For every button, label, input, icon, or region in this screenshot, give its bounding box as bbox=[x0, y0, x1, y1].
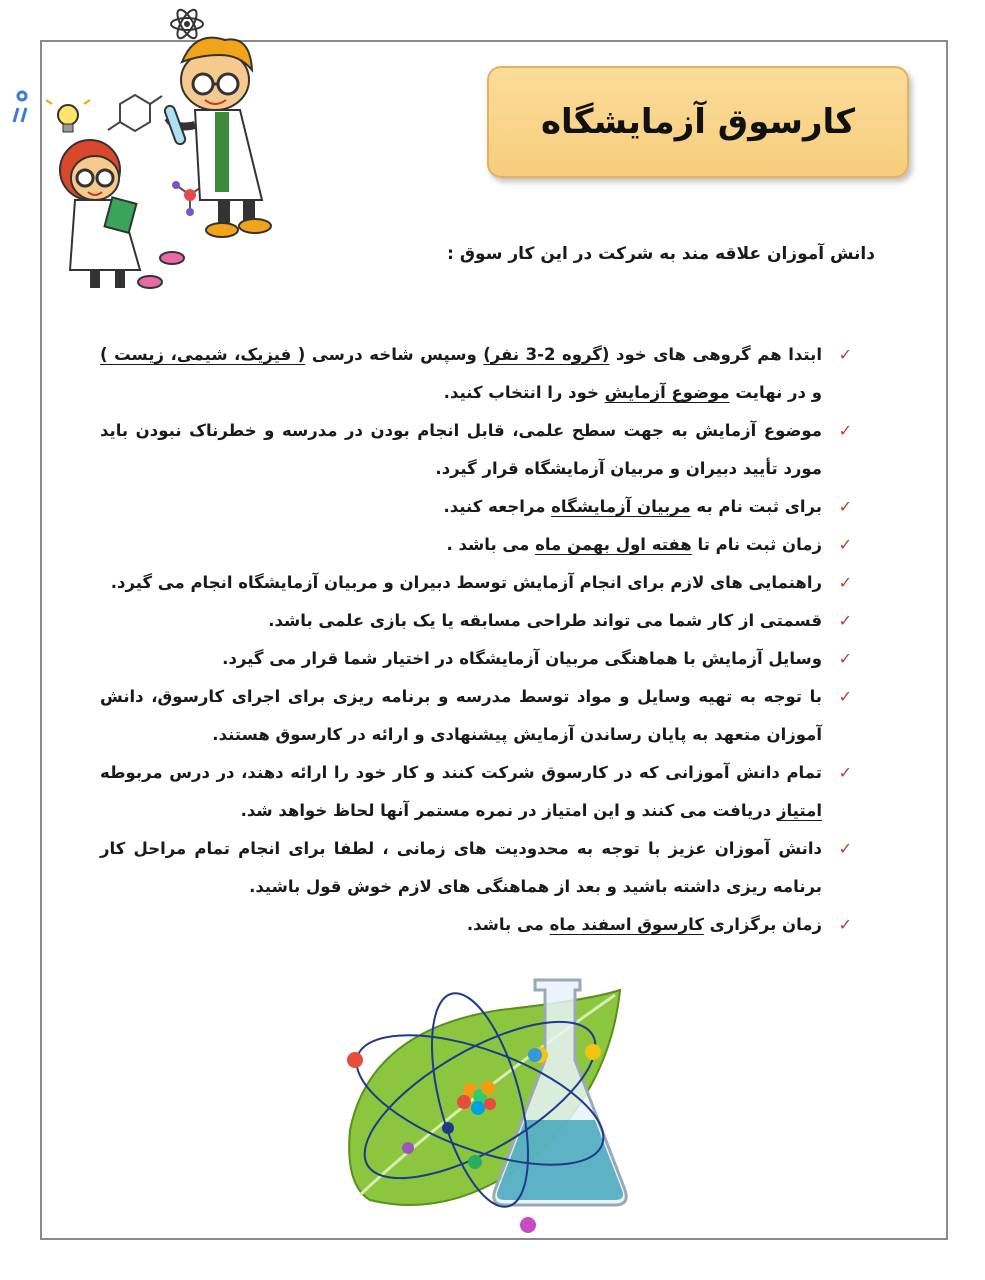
list-item-text: زمان ثبت نام تا bbox=[691, 535, 822, 554]
list-item-text: و در نهایت bbox=[729, 383, 822, 402]
underlined-text: مربیان آزمایشگاه bbox=[551, 497, 691, 516]
list-item-text: قسمتی از کار شما می تواند طراحی مسابقه یا یک بازی علمی باشد. bbox=[268, 611, 822, 630]
list-item-text: می باشد. bbox=[466, 915, 550, 934]
kid-scientists-illustration bbox=[0, 0, 330, 310]
checkmark-icon: ✓ bbox=[838, 839, 852, 858]
checkmark-icon: ✓ bbox=[838, 535, 852, 554]
list-item-text: با توجه به تهیه وسایل و مواد توسط مدرسه و برنامه ریزی برای اجرای کارسوق، دانش آموزان متعهد به پایان رساندن آزمایش پیشنهادی و ارائه در کارسوق هستند. bbox=[100, 687, 822, 744]
list-item-text: راهنمایی های لازم برای انجام آزمایش توسط دبیران و مربیان آزمایشگاه انجام می گیرد. bbox=[110, 573, 822, 592]
list-item bbox=[100, 754, 852, 830]
list-item-text: موضوع آزمایش به جهت سطح علمی، قابل انجام بودن در مدرسه و خطرناک نبودن باید مورد تأیید دبیران و مربیان آزمایشگاه قرار گیرد. bbox=[100, 421, 822, 478]
checkmark-icon: ✓ bbox=[838, 915, 852, 934]
checkmark-icon: ✓ bbox=[838, 649, 852, 668]
molecule-hexagon-icon bbox=[108, 95, 162, 131]
list-item-text: وسپس شاخه درسی bbox=[305, 345, 484, 364]
intro-text: دانش آموزان علاقه مند به شرکت در این کار سوق : bbox=[447, 244, 875, 264]
requirements-list bbox=[100, 336, 852, 944]
lightbulb-icon bbox=[46, 100, 90, 132]
checkmark-icon: ✓ bbox=[838, 763, 852, 782]
list-item bbox=[100, 830, 852, 906]
list-item bbox=[100, 640, 852, 678]
list-item bbox=[100, 488, 852, 526]
list-item-text: مراجعه کنید. bbox=[443, 497, 552, 516]
list-item-text: وسایل آزمایش با هماهنگی مربیان آزمایشگاه در اختیار شما قرار می گیرد. bbox=[222, 649, 822, 668]
girl-scientist-figure bbox=[60, 140, 184, 288]
underlined-text: ( فیزیک، شیمی، زیست ) bbox=[100, 345, 306, 364]
atom-icon bbox=[171, 7, 203, 41]
underlined-text: (گروه 2-3 نفر) bbox=[483, 345, 610, 364]
underlined-text: امتیاز bbox=[776, 801, 822, 820]
list-item bbox=[100, 564, 852, 602]
list-item-text: تمام دانش آموزانی که در کارسوق شرکت کنند و کار خود را ارائه دهند، در درس مربوطه bbox=[100, 763, 822, 782]
list-item bbox=[100, 412, 852, 488]
checkmark-icon: ✓ bbox=[838, 421, 852, 440]
list-item bbox=[100, 678, 852, 754]
checkmark-icon: ✓ bbox=[838, 345, 852, 364]
checkmark-icon: ✓ bbox=[838, 611, 852, 630]
list-item bbox=[100, 526, 852, 564]
checkmark-icon: ✓ bbox=[838, 573, 852, 592]
list-item-text: خود را انتخاب کنید. bbox=[443, 383, 605, 402]
underlined-text: کارسوق اسفند ماه bbox=[549, 915, 704, 934]
list-item bbox=[100, 906, 852, 944]
checkmark-icon: ✓ bbox=[838, 497, 852, 516]
lab-flask-atom-illustration bbox=[330, 970, 630, 1240]
list-item-text: دانش آموزان عزیز با توجه به محدودیت های زمانی ، لطفا برای انجام تمام مراحل کار برنامه ریزی داشته باشید و بعد از هماهنگی های لازم خوش قول باشید. bbox=[100, 839, 822, 896]
list-item-text: دریافت می کنند و این امتیاز در نمره مستمر آنها لحاظ خواهد شد. bbox=[240, 801, 777, 820]
underlined-text: هفته اول بهمن ماه bbox=[535, 535, 692, 554]
list-item-text: ابتدا هم گروهی های خود bbox=[609, 345, 822, 364]
list-item-text: زمان برگزاری bbox=[703, 915, 822, 934]
list-item-text: برای ثبت نام به bbox=[690, 497, 822, 516]
decorative-marks-icon bbox=[14, 92, 26, 122]
checkmark-icon: ✓ bbox=[838, 687, 852, 706]
page-title: کارسوق آزمایشگاه bbox=[487, 66, 909, 178]
list-item bbox=[100, 336, 852, 412]
underlined-text: موضوع آزمایش bbox=[604, 383, 730, 402]
list-item bbox=[100, 602, 852, 640]
boy-scientist-figure bbox=[163, 38, 271, 237]
list-item-text: می باشد . bbox=[446, 535, 536, 554]
